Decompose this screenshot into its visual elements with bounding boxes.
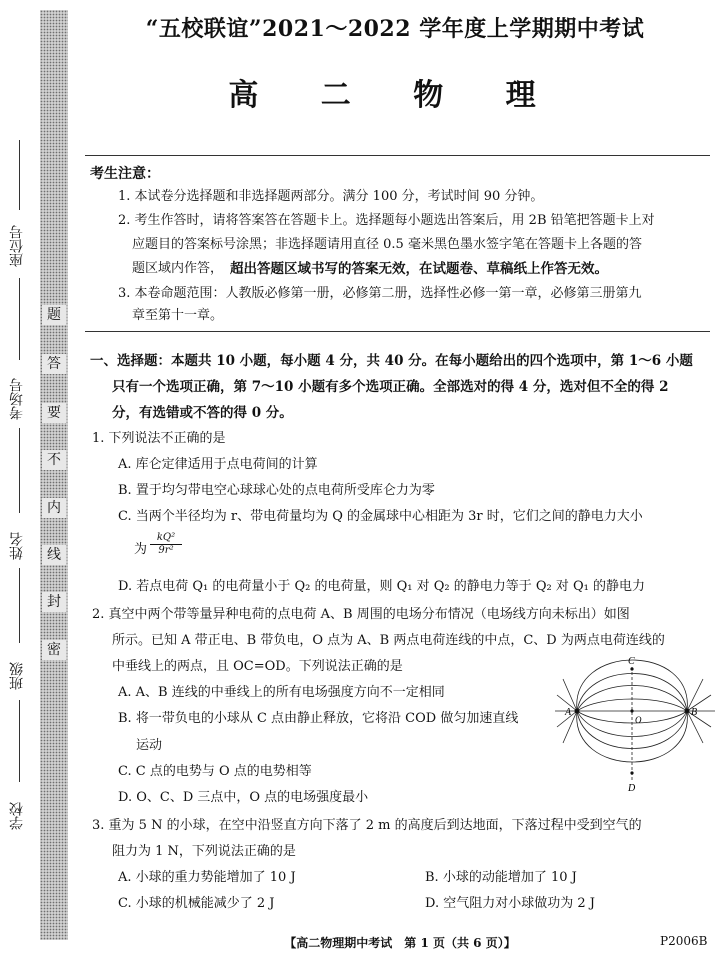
seal-char: 密: [42, 640, 66, 660]
notice-item: 2. 考生作答时，请将答案答在答题卡上。选择题每小题选出答案后，用 2B 铅笔把答题卡上对: [118, 213, 655, 228]
q2-stem: 所示。已知 A 带正电、B 带负电，O 点为 A、B 两点电荷连线的中点，C、D 为两点电荷连线的: [112, 633, 665, 648]
notice-item: 题区域内作答，: [132, 261, 224, 276]
subject-title: 高 二 物 理: [228, 78, 562, 113]
q1-stem: 1. 下列说法不正确的是: [92, 431, 226, 446]
seal-char: 要: [42, 403, 66, 423]
q2-stem: 2. 真空中两个带等量异种电荷的点电荷 A、B 周围的电场分布情况（电场线方向未标出）如图: [92, 607, 630, 622]
q2-option-c: C. C 点的电势与 O 点的电势相等: [118, 764, 312, 779]
seat-underline: [19, 140, 20, 210]
exam-title: “五校联谊”2021～2022 学年度上学期期中考试: [145, 16, 645, 42]
label-d: D: [628, 783, 636, 794]
q3-stem: 阻力为 1 N，下列说法正确的是: [112, 844, 296, 859]
q1-option-d: D. 若点电荷 Q₁ 的电荷量小于 Q₂ 的电荷量，则 Q₁ 对 Q₂ 的静电力等于 Q₂ 对 Q₁ 的静电力: [118, 579, 646, 594]
seal-char: 内: [42, 498, 66, 518]
field-name-label: 姓名: [9, 532, 25, 560]
seal-char: 线: [42, 545, 66, 565]
field-school-label: 学校: [9, 802, 25, 830]
charge-a: [575, 709, 580, 714]
q3-option-c: C. 小球的机械能减少了 2 J: [118, 896, 275, 911]
fraction: [150, 532, 182, 557]
field-room-label: 考场号: [9, 378, 25, 420]
label-a: A: [565, 707, 572, 718]
point-d: [630, 771, 633, 774]
q2-option-b: B. 将一带负电的小球从 C 点由静止释放，它将沿 COD 做匀加速直线: [118, 711, 519, 726]
seal-char: 封: [42, 592, 66, 612]
point-c: [630, 667, 633, 670]
section-heading: 只有一个选项正确，第 7～10 小题有多个选项正确。全部选对的得 4 分，选对但不全的得 2: [112, 379, 669, 395]
notice-title: 考生注意：: [90, 166, 160, 182]
field-class-label: 班级: [9, 662, 25, 690]
q3-option-d: D. 空气阻力对小球做功为 2 J: [425, 896, 595, 911]
q1-option-c: C. 当两个半径均为 r、带电荷量均为 Q 的金属球中心相距为 3r 时，它们之间的静电力大小: [118, 509, 643, 524]
q1-option-c-cont: 为: [134, 542, 148, 557]
notice-emphasis: 超出答题区域书写的答案无效，在试题卷、草稿纸上作答无效。: [230, 261, 608, 277]
label-b: B: [691, 707, 698, 718]
q3-option-b: B. 小球的动能增加了 10 J: [425, 870, 577, 885]
q2-option-d: D. O、C、D 三点中，O 点的电场强度最小: [118, 790, 369, 805]
page-footer: 【高二物理期中考试 第 1 页（共 6 页）】: [284, 936, 516, 950]
seal-char: 题: [42, 305, 66, 325]
room-underline: [19, 278, 20, 360]
electric-field-figure: [555, 655, 715, 795]
paper-code: P2006B: [660, 934, 708, 948]
seal-char: 不: [42, 450, 66, 470]
notice-item: 3. 本卷命题范围：人教版必修第一册，必修第二册，选择性必修一第一章，必修第三册第九: [118, 286, 642, 301]
q1-option-b: B. 置于均匀带电空心球球心处的点电荷所受库仑力为零: [118, 483, 435, 498]
section-heading: 分，有选错或不答的得 0 分。: [112, 405, 293, 421]
section-heading: 一、选择题：本题共 10 小题，每小题 4 分，共 40 分。在每小题给出的四个选项中，第 1～6 小题: [90, 353, 693, 369]
q3-option-a: A. 小球的重力势能增加了 10 J: [118, 870, 296, 885]
q2-option-a: A. A、B 连线的中垂线上的所有电场强度方向不一定相同: [118, 685, 445, 700]
notice-item: 应题目的答案标号涂黑；非选择题请用直径 0.5 毫米黑色墨水签字笔在答题卡上各题的答: [132, 237, 642, 252]
q3-stem: 3. 重为 5 N 的小球，在空中沿竖直方向下落了 2 m 的高度后到达地面，下落过程中受到空气的: [92, 818, 642, 833]
q2-stem: 中垂线上的两点，且 OC=OD。下列说法正确的是: [112, 659, 403, 674]
name-underline: [19, 428, 20, 513]
class-underline: [19, 568, 20, 643]
seal-char: 答: [42, 354, 66, 374]
notice-item: 章至第十一章。: [132, 308, 224, 323]
field-seat-label: 座位号: [9, 225, 25, 267]
notice-item: 1. 本试卷分选择题和非选择题两部分。满分 100 分，考试时间 90 分钟。: [118, 189, 544, 204]
label-o: O: [635, 715, 642, 725]
binding-strip: [40, 10, 68, 940]
school-underline: [19, 700, 20, 782]
point-o: [630, 709, 633, 712]
fraction-denominator: 9r²: [158, 545, 174, 556]
label-c: C: [628, 656, 635, 667]
q2-option-b-cont: 运动: [136, 738, 163, 753]
fraction-numerator: kQ²: [150, 532, 182, 545]
q1-option-a: A. 库仑定律适用于点电荷间的计算: [118, 457, 318, 472]
charge-b: [685, 709, 690, 714]
